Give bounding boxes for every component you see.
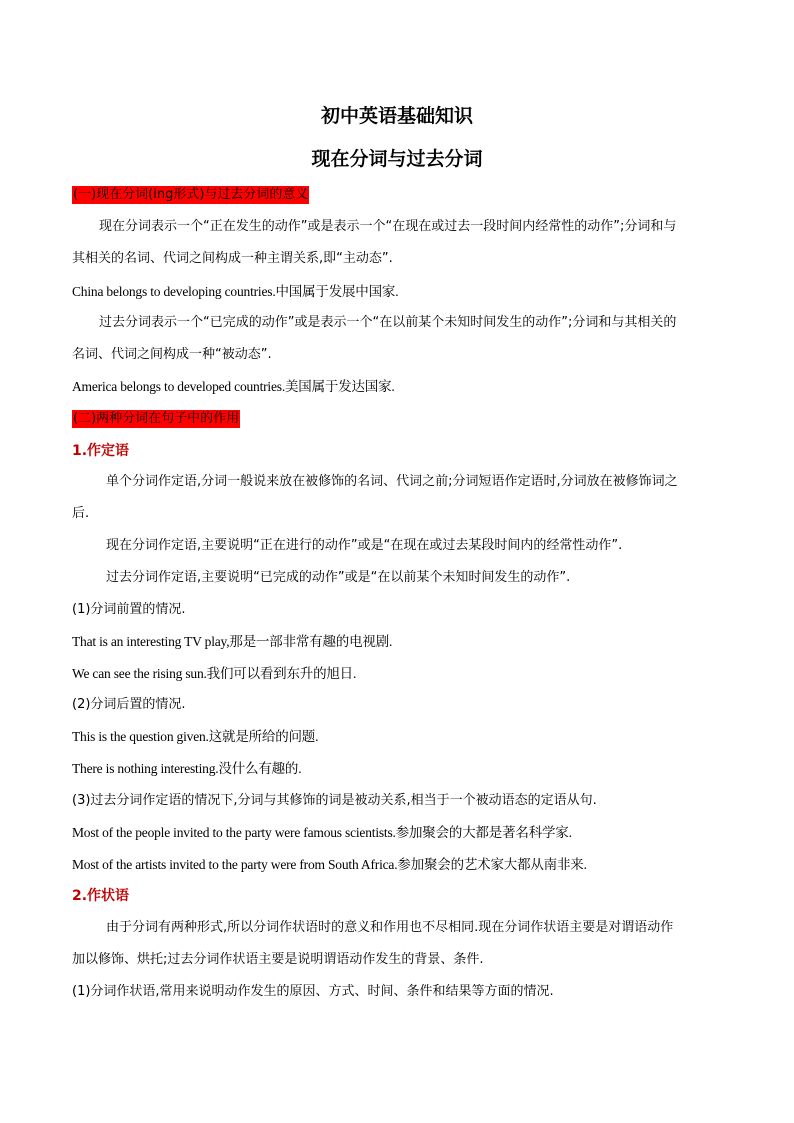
paragraph-past-attributive: 过去分词作定语,主要说明“已完成的动作”或是“在以前某个未知时间发生的动作”.	[106, 570, 571, 585]
case-heading-past-attributive: (3)过去分词作定语的情况下,分词与其修饰的词是被动关系,相当于一个被动语态的定语从句.	[72, 793, 597, 808]
paragraph-present-participle-line2: 其相关的名词、代词之间构成一种主谓关系,即“主动态”.	[72, 251, 393, 266]
paragraph-adverbial-line1: 由于分词有两种形式,所以分词作状语时的意义和作用也不尽相同.现在分词作状语主要是对谓语动作	[106, 920, 674, 935]
case-heading-postpositive: (2)分词后置的情况.	[72, 697, 186, 712]
case-heading-prepositive: (1)分词前置的情况.	[72, 602, 186, 617]
example-sentence: China belongs to developing countries.中国属于发展中国家.	[72, 284, 399, 299]
paragraph-attributive-line1: 单个分词作定语,分词一般说来放在被修饰的名词、代词之前;分词短语作定语时,分词放在被修饰词之	[106, 474, 678, 489]
section-heading-functions: (二)两种分词在句子中的作用	[73, 411, 240, 426]
paragraph-attributive-line2: 后.	[72, 506, 90, 521]
document-subtitle: 现在分词与过去分词	[311, 148, 483, 170]
subheading-adverbial: 2.作状语	[72, 888, 130, 904]
section-heading-meaning: (一)现在分词(ing形式)与过去分词的意义	[73, 187, 309, 202]
paragraph-adverbial-line2: 加以修饰、烘托;过去分词作状语主要是说明谓语动作发生的背景、条件.	[72, 952, 484, 967]
paragraph-present-participle-line1: 现在分词表示一个“正在发生的动作”或是表示一个“在现在或过去一段时间内经常性的动作”;分词和与	[99, 219, 677, 234]
example-sentence: This is the question given.这就是所给的问题.	[72, 729, 319, 744]
example-sentence: We can see the rising sun.我们可以看到东升的旭日.	[72, 666, 357, 681]
paragraph-past-participle-line1: 过去分词表示一个“已完成的动作”或是表示一个“在以前某个未知时间发生的动作”;分词和与其相关的	[99, 315, 677, 330]
document-title: 初中英语基础知识	[320, 105, 473, 127]
example-sentence: That is an interesting TV play,那是一部非常有趣的电视剧.	[72, 634, 393, 649]
example-sentence: America belongs to developed countries.美国属于发达国家.	[72, 379, 395, 394]
example-sentence: Most of the artists invited to the party were from South Africa.参加聚会的艺术家大都从南非来.	[72, 857, 587, 872]
paragraph-present-attributive: 现在分词作定语,主要说明“正在进行的动作”或是“在现在或过去某段时间内的经常性动作”.	[106, 538, 623, 553]
subheading-attributive: 1.作定语	[72, 443, 130, 459]
example-sentence: Most of the people invited to the party were famous scientists.参加聚会的大都是著名科学家.	[72, 825, 572, 840]
example-sentence: There is nothing interesting.没什么有趣的.	[72, 761, 302, 776]
paragraph-past-participle-line2: 名词、代词之间构成一种“被动态”.	[72, 347, 272, 362]
case-heading-adverbial: (1)分词作状语,常用来说明动作发生的原因、方式、时间、条件和结果等方面的情况.	[72, 984, 554, 999]
